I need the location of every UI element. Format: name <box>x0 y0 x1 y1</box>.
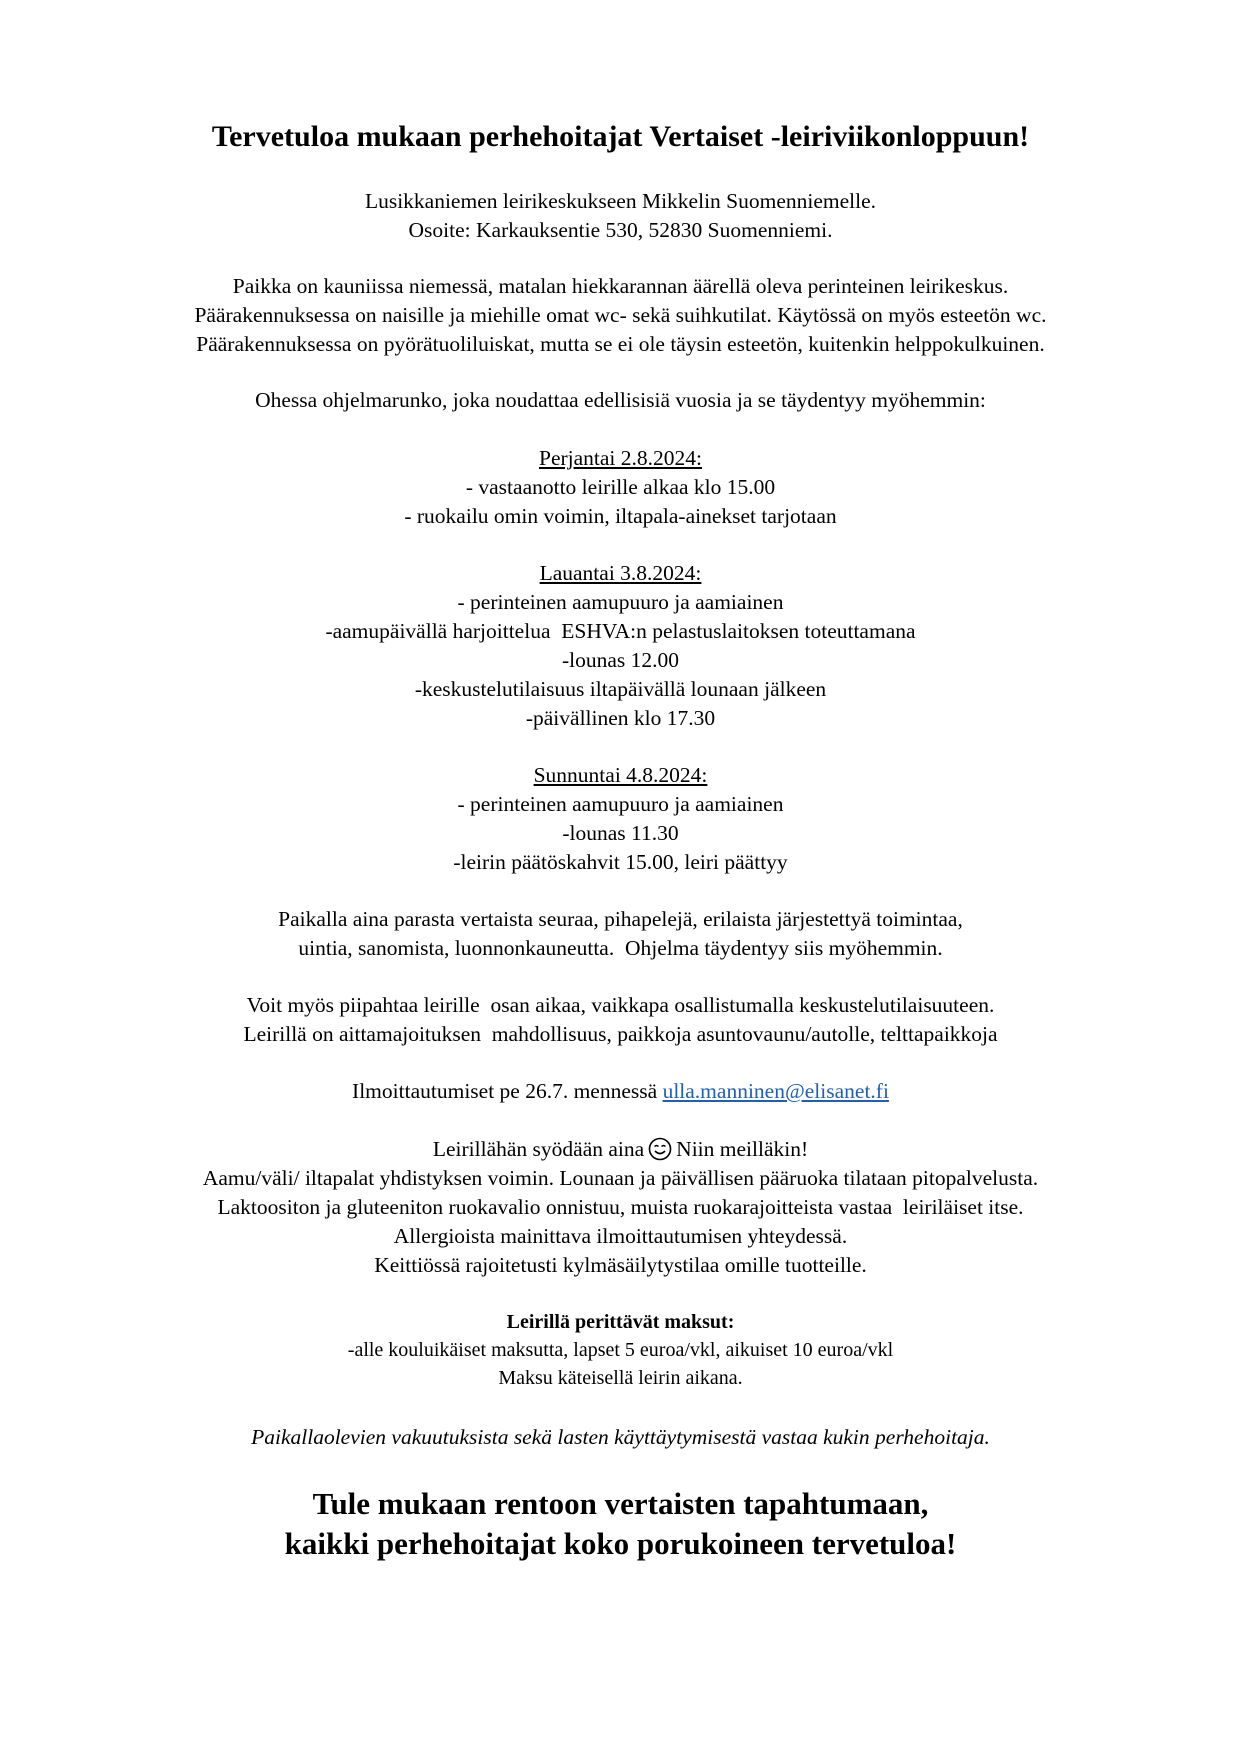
food-line: Laktoositon ja gluteeniton ruokavalio onnistuu, muista ruokarajoitteista vastaa leiriläiset itse. <box>217 1195 1024 1219</box>
registration-text: Ilmoittautumiset pe 26.7. mennessä <box>352 1079 663 1103</box>
program-item: -lounas 12.00 <box>561 648 680 672</box>
visit-line: Voit myös piipahtaa leirille osan aikaa, vaikkapa osallistumalla keskustelutilaisuuteen. <box>246 993 995 1017</box>
program-intro-text: Ohessa ohjelmarunko, joka noudattaa edellisisiä vuosia ja se täydentyy myöhemmin: <box>255 388 986 412</box>
address-line: Osoite: Karkauksentie 530, 52830 Suomenniemi. <box>408 218 833 242</box>
closing-block <box>0 1484 1241 1564</box>
day-heading: Lauantai 3.8.2024: <box>539 561 702 585</box>
smiley-wink-icon <box>648 1137 672 1161</box>
day-heading: Sunnuntai 4.8.2024: <box>533 763 708 787</box>
program-item: -leirin päätöskahvit 15.00, leiri päättyy <box>453 850 788 874</box>
fees-line: Maksu käteisellä leirin aikana. <box>498 1367 743 1389</box>
food-line: Keittiössä rajoitetusti kylmäsäilytystilaa omille tuotteille. <box>374 1253 867 1277</box>
description-line: Päärakennuksessa on pyörätuoliluiskat, mutta se ei ole täysin esteetön, kuitenkin helppokulkuinen. <box>196 332 1045 356</box>
day-heading: Perjantai 2.8.2024: <box>538 446 702 470</box>
registration-block <box>0 1077 1241 1106</box>
program-item: -keskustelutilaisuus iltapäivällä lounaan jälkeen <box>414 677 827 701</box>
insurance-note-text: Paikallaolevien vakuutuksista sekä lasten käyttäytymisestä vastaa kukin perhehoitaja. <box>251 1425 990 1449</box>
email-link[interactable]: ulla.manninen@elisanet.fi <box>662 1079 889 1103</box>
page-title: Tervetuloa mukaan perhehoitajat Vertaiset -leiriviikonloppuun! <box>211 120 1030 153</box>
activities-block <box>0 905 1241 963</box>
description-block <box>0 272 1241 359</box>
fees-block <box>0 1308 1241 1392</box>
food-line: Leirillähän syödään aina <box>432 1137 645 1161</box>
description-line: Paikka on kauniissa niemessä, matalan hiekkarannan äärellä oleva perinteinen leirikeskus. <box>232 274 1009 298</box>
closing-line: kaikki perhehoitajat koko porukoineen tervetuloa! <box>284 1526 957 1561</box>
fees-heading: Leirillä perittävät maksut: <box>506 1311 735 1333</box>
day-sunday <box>0 761 1241 877</box>
location-block <box>0 187 1241 245</box>
food-line: Allergioista mainittava ilmoittautumisen yhteydessä. <box>393 1224 848 1248</box>
insurance-note <box>0 1423 1241 1452</box>
food-line: Niin meilläkin! <box>676 1137 809 1161</box>
program-intro <box>0 386 1241 415</box>
program-item: - ruokailu omin voimin, iltapala-ainekset tarjotaan <box>404 504 837 528</box>
location-line: Lusikkaniemen leirikeskukseen Mikkelin Suomenniemelle. <box>364 189 877 213</box>
program-item: -päivällinen klo 17.30 <box>525 706 716 730</box>
activities-line: uintia, sanomista, luonnonkauneutta. Ohjelma täydentyy siis myöhemmin. <box>298 936 943 960</box>
closing-line: Tule mukaan rentoon vertaisten tapahtumaan, <box>312 1486 929 1521</box>
program-item: - perinteinen aamupuuro ja aamiainen <box>457 590 784 614</box>
food-block <box>0 1135 1241 1280</box>
visit-block <box>0 991 1241 1049</box>
visit-line: Leirillä on aittamajoituksen mahdollisuus, paikkoja asuntovaunu/autolle, telttapaikkoja <box>243 1022 998 1046</box>
day-friday <box>0 444 1241 531</box>
day-saturday <box>0 559 1241 733</box>
fees-line: -alle kouluikäiset maksutta, lapset 5 euroa/vkl, aikuiset 10 euroa/vkl <box>347 1339 894 1361</box>
description-line: Päärakennuksessa on naisille ja miehille omat wc- sekä suihkutilat. Käytössä on myös esteetön wc. <box>194 303 1047 327</box>
program-item: - vastaanotto leirille alkaa klo 15.00 <box>465 475 776 499</box>
program-item: - perinteinen aamupuuro ja aamiainen <box>457 792 784 816</box>
program-item: -aamupäivällä harjoittelua ESHVA:n pelastuslaitoksen toteuttamana <box>325 619 916 643</box>
activities-line: Paikalla aina parasta vertaista seuraa, pihapelejä, erilaista järjestettyä toimintaa, <box>278 907 963 931</box>
program-item: -lounas 11.30 <box>562 821 679 845</box>
food-line: Aamu/väli/ iltapalat yhdistyksen voimin. Lounaan ja päivällisen pääruoka tilataan pitopalvelusta. <box>202 1166 1039 1190</box>
